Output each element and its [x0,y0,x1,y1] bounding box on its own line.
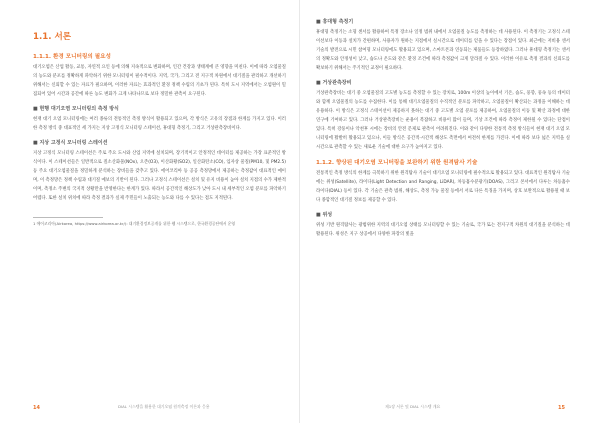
subsection-current-methods-title: ■ 현행 대기오염 모니터링의 측정 방식 [33,106,119,112]
chapter-title: 1.1. 서론 [33,32,72,42]
subsection-portable-paragraph: 휴대형 측정기는 소형 센서를 활용하여 특정 장소나 일정 범위 내에서 오염물질 농도를 측정하는 데 사용된다. 이 측정기는 고정식 스테이션보다 이동과 설치가 간편하며, 사용자가 원하는 지점에서 실시간으로 데이터를 얻을 수 있다는 장점이 있다. 최근에는 저비용 센서 기술의 발전으로 시민 참여형 모니터링에도 활용되고 있으며, 스마트폰과 연동되는 제품들도 등장하였다. 그러나 휴대형 측정기는 센서의 정확도와 안정성이 낮고, 습도나 온도와 같은 환경 조건에 따라 측정값이 크게 달라질 수 있다. 이러한 이유로 측정 결과의 신뢰도를 확보하기 위해서는 주기적인 교정이 필요하다. [316,30,570,71]
page-number-left: 14 [33,405,40,411]
page-number-right: 15 [558,405,565,411]
subsection-satellite-paragraph: 위성 기반 원격탐사는 광범위한 지역의 대기오염 상태를 모니터링할 수 있는 기술로, 국가 또는 전지구적 차원의 대기질을 분석하는 데 활용된다. 위성은 지구 상공에서 다양한 파장의 빛을 [316,223,570,237]
subsection-remote-observation-paragraph: 거상관측장비는 대기 중 오염물질의 고도별 농도를 측정할 수 있는 장치로, 100m 이상의 높이에서 기온, 습도, 풍향, 풍속 등의 데이터와 함께 오염물질의 농도를 수집한다. 이를 통해 대기오염물질의 수직적인 분포를 파악하고, 오염물질이 확산되는 과정을 이해하는 데 유용하다. 이 방식은 고정식 스테이션이 제공하지 못하는 대기 중 고도별 오염 분포를 제공하여, 오염물질의 이동 및 확산 과정에 대한 연구에 기여하고 있다. 그러나 거상관측장비는 운용이 복잡하고 비용이 많이 들며, 기상 조건에 따라 측정이 제한될 수 있다는 단점이 있다. 특히 강풍이나 악천후 시에는 장비의 안전 문제로 관측이 어려워진다. 이와 같이 다양한 전통적 측정 방식들이 현재 대기 오염 모니터링에 활발히 활용되고 있으나, 이들 방식은 공간적·시간적 해상도 측면에서 여전히 한계를 가진다. 이에 따라 보다 넓은 지역을 실시간으로 관측할 수 있는 새로운 기술에 대한 요구가 높아지고 있다. [316,91,570,150]
subsection-fixed-station-title: ■ 지상 고정식 모니터링 스테이션 [33,140,108,146]
footer-left: DIAL 시스템을 활용한 대기오염 원격측정 이론과 응용 [118,404,210,409]
subsection-current-methods-paragraph: 현재 대기 오염 모니터링에는 여러 종류의 전통적인 측정 방식이 활용되고 있으며, 각 방식은 고유의 장점과 한계를 가지고 있다. 이러한 측정 방식 중 대표적인 세 가지는 지상 고정식 모니터링 스테이션, 휴대형 측정기, 그리고 거상관측장비이다. [33,117,286,131]
section-title-1-1-1: 1.1.1. 환경 모니터링의 필요성 [33,54,111,60]
subsection-remote-observation-title: ■ 거상관측장비 [316,80,352,86]
footer-right: 제1장 서론 및 DIAL 시스템 개요 [385,404,441,409]
subsection-satellite-title: ■ 위성 [316,212,333,218]
section-title-1-1-2: 1.1.2. 향상된 대기오염 모니터링을 보완하기 위한 원격탐사 기술 [316,160,478,166]
section-1-1-2-paragraph: 전통적인 측정 방식의 한계를 극복하기 위한 원격탐사 기술이 대기오염 모니터링에 필수적으로 활용되고 있다. 대표적인 원격탐사 기술에는 위성(Satellite), 라이다(Light Detection and Ranging, LiDAR), 차등흡수분광기(DOAS), 그리고 본서에서 다루는 차등흡수 라이다(DIAL) 등이 있다. 각 기술은 관측 범위, 해상도, 측정 가능 물질 등에서 서로 다른 특징을 가지며, 상호 보완적으로 활용될 때 보다 종합적인 대기질 정보를 제공할 수 있다. [316,171,570,203]
footnote-divider [33,217,103,218]
subsection-fixed-station-paragraph: 지상 고정식 모니터링 스테이션은 주로 주요 도시와 산업 지역에 설치되며, 장기적이고 안정적인 데이터를 제공하는 가장 표준적인 방식이다. 이 스테이션들은 일반적으로 질소산화물(NOx), 오존(O3), 이산화황(SO2), 일산화탄소(CO), 입자상 물질(PM10, 및 PM2.5) 등 주요 대기오염물질을 정밀하게 분석하는 장비들을 갖추고 있다. 에어코리아 등 공공 측정망에서 제공하는 측정값이 대표적인 예이며, 이 측정망은 정책 수립과 대기질 예보의 기반이 된다. 그러나 고정식 스테이션은 설치 및 유지 비용이 높아 설치 지점의 수가 제한적이며, 측정소 주변의 국지적 상황만을 반영한다는 한계가 있다. 따라서 공간적인 해상도가 낮아 도시 내 세부적인 오염 분포를 파악하기 어렵다. 또한 설치 위치에 따라 측정 결과가 실제 주민들이 노출되는 농도와 다를 수 있다는 점도 지적된다. [33,151,286,201]
subsection-portable-title: ■ 휴대형 측정기 [316,19,354,25]
footnote: 1 에어코리아(Airkorea, https://www.airkorea.or.kr/): 대기환경정보공개를 위한 웹 시스템으로, 한국환경공단에서 운영 [33,221,236,226]
section-1-1-1-paragraph: 대기오염은 산업 활동, 교통, 자연적 요인 등에 의해 지속적으로 변화하며, 인간 건강과 생태계에 큰 영향을 미친다. 이에 따라 오염물질의 농도와 분포를 정확하게 파악하기 위한 모니터링이 필수적이다. 지역, 국가, 그리고 전 지구적 차원에서 대기질을 관리하고 개선하기 위해서는 신뢰할 수 있는 자료가 필요하며, 이러한 자료는 효과적인 환경 정책 수립의 기초가 된다. 특히 도시 지역에서는 오염원이 밀집되어 있어 시간과 공간에 따른 농도 변화가 크게 나타나므로 보다 정밀한 관측이 요구된다. [33,65,286,97]
right-page [300,0,600,423]
